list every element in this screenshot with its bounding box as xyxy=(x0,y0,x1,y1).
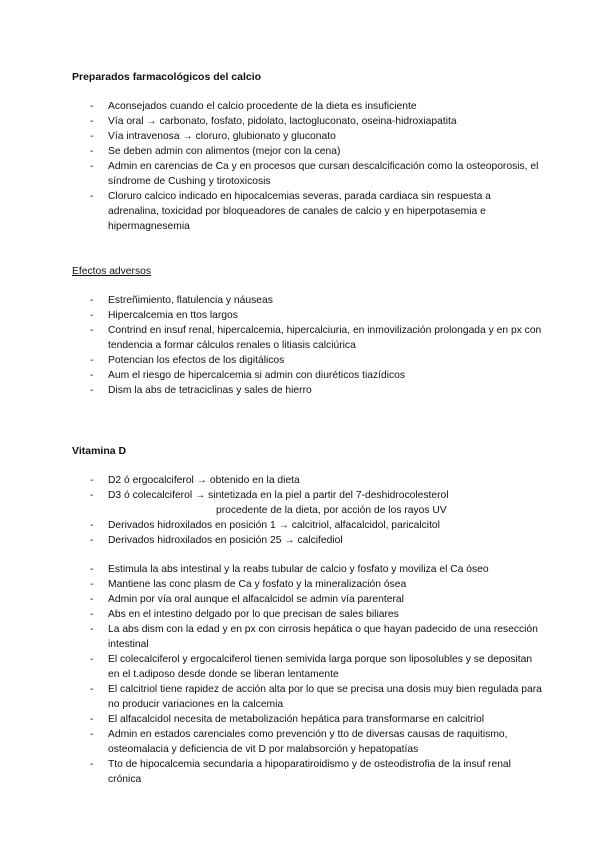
list-item-continuation: procedente de la dieta, por acción de los rayos UV xyxy=(216,505,447,516)
list-item: - D2 ó ergocalciferol → obtenido en la dieta xyxy=(72,473,542,488)
efectos-list xyxy=(72,293,542,398)
list-item: - El calcitriol tiene rapidez de acción alta por lo que se precisa una dosis muy bien regulada para no producir variaciones en la calcemia xyxy=(72,682,542,712)
list-item: - La abs dism con la edad y en px con cirrosis hepática o que hayan padecido de una resección intestinal xyxy=(72,622,542,652)
section-title-efectos: Efectos adversos xyxy=(72,266,151,277)
list-item: - Vía oral → carbonato, fosfato, pidolato, lactogluconato, oseina-hidroxiapatita xyxy=(72,114,542,129)
list-item: - Aconsejados cuando el calcio procedente de la dieta es insuficiente xyxy=(72,99,542,114)
vitamina-d-list-b xyxy=(72,562,542,787)
list-item: - Abs en el intestino delgado por lo que precisan de sales biliares xyxy=(72,607,542,622)
list-item: - El alfacalcidol necesita de metabolización hepática para transformarse en calcitriol xyxy=(72,712,542,727)
list-item: - Hipercalcemia en ttos largos xyxy=(72,308,542,323)
list-item: - Dism la abs de tetraciclinas y sales de hierro xyxy=(72,383,542,398)
calcio-list xyxy=(72,99,542,234)
list-item: - Potencian los efectos de los digitálicos xyxy=(72,353,542,368)
vitamina-d-list-a xyxy=(72,473,542,548)
list-item: - Derivados hidroxilados en posición 25 → calcifediol xyxy=(72,533,542,548)
list-item: - Cloruro calcico indicado en hipocalcemias severas, parada cardiaca sin respuesta a adrenalina, toxicidad por bloqueadores de canales de calcio y en hiperpotasemia e hipermagnesemia xyxy=(72,189,542,234)
list-item: - Mantiene las conc plasm de Ca y fosfato y la mineralización ósea xyxy=(72,577,542,592)
list-item: - Estimula la abs intestinal y la reabs tubular de calcio y fosfato y moviliza el Ca óseo xyxy=(72,562,542,577)
list-item: - Estreñimiento, flatulencia y náuseas xyxy=(72,293,542,308)
document-page xyxy=(72,70,542,787)
list-item: - Se deben admin con alimentos (mejor con la cena) xyxy=(72,144,542,159)
list-item xyxy=(72,488,542,518)
list-item: - El colecalciferol y ergocalciferol tienen semivida larga porque son liposolubles y se depositan en el t.adiposo desde donde se liberan lentamente xyxy=(72,652,542,682)
section-title-vitamina-d: Vitamina D xyxy=(72,445,127,457)
list-item: - Contrind en insuf renal, hipercalcemia, hipercalciuria, en inmovilización prolongada y en px con tendencia a formar cálculos renales o litiasis calciúrica xyxy=(72,323,542,353)
section-title-calcio: Preparados farmacológicos del calcio xyxy=(72,71,262,83)
list-item: - Admin en estados carenciales como prevención y tto de diversas causas de raquitismo, osteomalacia y deficiencia de vit D por malabsorción y hepatopatías xyxy=(72,727,542,757)
list-item: - Vía intravenosa → cloruro, glubionato y gluconato xyxy=(72,129,542,144)
list-item-text: D3 ó colecalciferol → sintetizada en la piel a partir del 7-deshidrocolesterol xyxy=(108,490,449,501)
list-item: - Admin en carencias de Ca y en procesos que cursan descalcificación como la osteoporosis, el síndrome de Cushing y tirotoxicosis xyxy=(72,159,542,189)
list-item: - Aum el riesgo de hipercalcemia si admin con diuréticos tiazídicos xyxy=(72,368,542,383)
list-item: - Tto de hipocalcemia secundaria a hipoparatiroidismo y de osteodistrofia de la insuf renal crónica xyxy=(72,757,542,787)
list-item: - Derivados hidroxilados en posición 1 → calcitriol, alfacalcidol, paricalcitol xyxy=(72,518,542,533)
list-item: - Admin por vía oral aunque el alfacalcidol se admin vía parenteral xyxy=(72,592,542,607)
